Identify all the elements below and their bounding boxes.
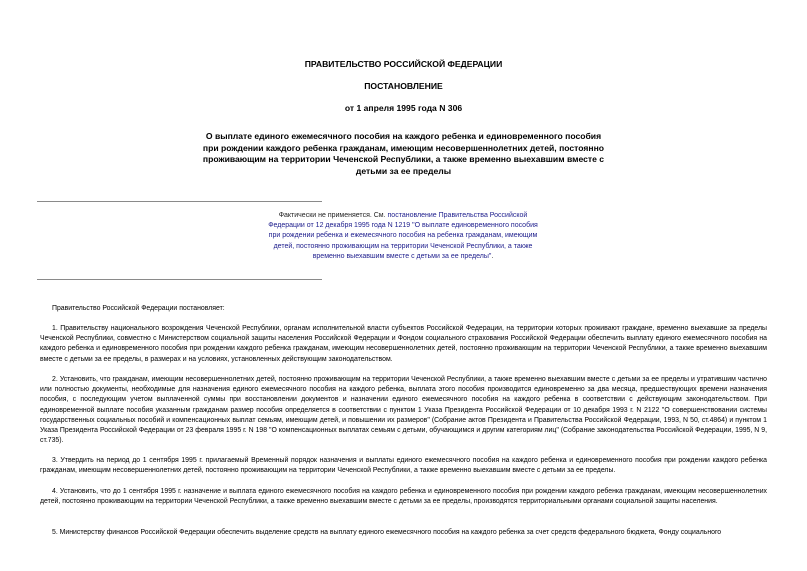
document-type-heading: ПОСТАНОВЛЕНИЕ (364, 81, 443, 91)
paragraph-1: 1. Правительству национального возрождения Чеченской Республики, органам исполнительной власти субъектов Российской Федерации, на территории которых проживают граждане, временно выехавшие за пределы Чеченской Республики, совместно с Министерством социальной защиты населения Российской Федерации и Фондом социального страхования Российской Федерации обеспечить выплату единого ежемесячного пособия на каждого ребенка и единовременного пособия при рождении каждого ребенка гражданам, имеющим несовершеннолетних детей, постоянно проживающим на территории Чеченской Республики, а также временно выехавшим вместе с детьми за ее пределы, в размерах и на условиях, установленных действующим законодательством. (40, 325, 767, 363)
government-heading: ПРАВИТЕЛЬСТВО РОССИЙСКОЙ ФЕДЕРАЦИИ (304, 59, 503, 69)
paragraph-5: 5. Министерству финансов Российской Федерации обеспечить выделение средств на выплату единого ежемесячного пособия на каждого ребенка за счет средств федерального бюджета, Фонду социального (52, 529, 722, 536)
paragraph-4: 4. Установить, что до 1 сентября 1995 г. назначение и выплата единого ежемесячного пособия на каждого ребенка и единовременного пособия при рождении каждого ребенка гражданам, имеющим несовершеннолетних детей, постоянно проживающим на территории Чеченской Республики, а также временно выехавшим вместе с детьми за ее пределы, производятся территориальными органами социальной защиты населения. (40, 488, 767, 506)
document-date-heading: от 1 апреля 1995 года N 306 (344, 103, 463, 113)
bottom-divider (37, 279, 322, 280)
paragraph-2: 2. Установить, что гражданам, имеющим несовершеннолетних детей, постоянно проживающим на территории Чеченской Республики, а также временно выехавшим вместе с детьми за ее пределы и утратившим частично или полностью документы, необходимые для назначения единого ежемесячного пособия на каждого ребенка, выплата этого пособия производится единовременно за два месяца, предшествующих времени назначения пособия, с последующим учетом выплаченной суммы при восстановлении документов и назначении единого ежемесячного пособия на каждого ребенка в соответствии с действующим законодательством. При единовременной выплате пособия указанным гражданам размер пособия определяется в соответствии с пунктом 1 Указа Президента Российской Федерации от 10 декабря 1993 г. N 2122 "О совершенствовании системы государственных социальных пособий и компенсационных выплат семьям, имеющим детей, и повышении их размеров" (Собрание актов Президента и Правительства Российской Федерации, 1993, N 50, ст.4864) и пунктом 1 Указа Президента Российской Федерации от 23 февраля 1995 г. N 198 "О компенсационных выплатах семьям с детьми, обучающимся и другим категориям лиц" (Собрание законодательства Российской Федерации, 1995, N 9, ст.735). (40, 376, 767, 445)
paragraph-3: 3. Утвердить на период до 1 сентября 1995 г. прилагаемый Временный порядок назначения и выплаты единого ежемесячного пособия на каждого ребенка и единовременного пособия при рождении каждого ребенка гражданам, имеющим несовершеннолетних детей, постоянно проживающим на территории Чеченской Республики, а также временно выехавшим вместе с детьми за ее пределы. (40, 457, 767, 475)
document-title: О выплате единого ежемесячного пособия на каждого ребенка и единовременного пособия при рождении каждого ребенка гражданам, имеющим несовершеннолетних детей, постоянно проживающим на территории Чеченской Республики, а также временно выехавшим вместе с детьми за ее пределы (202, 131, 605, 176)
note-suffix: . (491, 252, 494, 260)
preamble-paragraph: Правительство Российской Федерации постановляет: (52, 305, 225, 312)
note-link[interactable]: постановление Правительства Российской Федерации от 12 декабря 1995 года N 1219 "О выплате единовременного пособия при рождении ребенка и ежемесячного пособия на ребенка гражданам, имеющим детей, постоянно проживающим на территории Чеченской Республики, а также временно выехавшим вместе с детьми за ее пределы" (268, 212, 538, 260)
note-prefix: Фактически не применяется. См. (278, 212, 388, 219)
applicability-note (262, 211, 544, 262)
top-divider (37, 201, 322, 202)
